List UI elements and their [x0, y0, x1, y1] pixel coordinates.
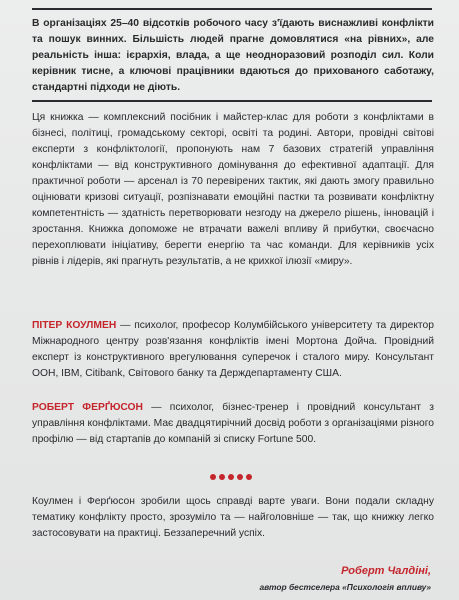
intro-paragraph	[32, 16, 434, 96]
endorsement-author-role: автор бестселера «Психологія впливу»	[259, 582, 431, 592]
author-ferguson-name: РОБЕРТ ФЕРҐЮСОН	[32, 402, 143, 413]
separator-dot	[210, 474, 216, 480]
author-coleman-name: ПІТЕР КОУЛМЕН	[32, 320, 117, 331]
separator-dots	[210, 474, 252, 480]
separator-dot	[228, 474, 234, 480]
separator-dot	[246, 474, 252, 480]
author-coleman	[32, 318, 434, 382]
separator-dot	[219, 474, 225, 480]
top-rule	[32, 8, 432, 10]
author-coleman-bio: — психолог, професор Колумбійського університету та директор Міжнародного центру розв'язання конфліктів імені Мортона Дойча. Провідний експерт із конструктивного врегулювання суперечок і сталого миру. Консультант ООН, IBM, Citibank, Світового банку та Держдепартаменту США.	[32, 320, 434, 379]
book-description	[32, 110, 434, 270]
book-description-text: Ця книжка — комплексний посібник і майстер-клас для роботи з конфліктами в бізнесі, політиці, громадському секторі, освіті та родині. Автори, провідні світові експерти з конфліктології, пропонують нам 7 базових стратегій управління конфліктами — від конструктивного домінування до ефективної адаптації. Для практичної роботи — арсенал із 70 перевірених тактик, які дають змогу правильно оцінювати кризові ситуації, розпізнавати емоційні пастки та розвивати конфліктну компетентність — здатність перетворювати незгоду на джерело рішень, інновацій і зростання. Книжка допоможе не втрачати важелі впливу й прибутки, своєчасно перехоплювати ініціативу, берегти енергію та час команди. Для керівників усіх рівнів і лідерів, які прагнуть результатів, а не крихкої ілюзії «миру».	[32, 112, 434, 267]
author-ferguson-bio: — психолог, бізнес-тренер і провідний консультант з управління конфліктами. Має двадцятирічний досвід роботи з організаціями різного профілю — від стартапів до компаній зі списку Fortune 500.	[32, 402, 434, 445]
middle-rule	[32, 100, 432, 102]
separator-dot	[237, 474, 243, 480]
endorsement-quote-text: Коулмен і Ферґюсон зробили щось справді варте уваги. Вони подали складну тематику конфлікту просто, зрозуміло та — найголовніше — так, що книжку легко застосовувати на практиці. Беззаперечний успіх.	[32, 496, 434, 539]
endorsement-quote	[32, 494, 434, 542]
intro-text: В організаціях 25–40 відсотків робочого часу з'їдають виснажливі конфлікти та пошук винних. Більшість людей прагне домовлятися «на рівних», але реальність інша: ієрархія, влада, а ще неодноразовий розподіл сил. Коли керівник тисне, а ключові працівники вдаються до прихованого саботажу, стандартні підходи не діють.	[32, 18, 434, 93]
author-ferguson	[32, 400, 434, 448]
endorsement-author: Роберт Чалдіні,	[341, 565, 431, 577]
